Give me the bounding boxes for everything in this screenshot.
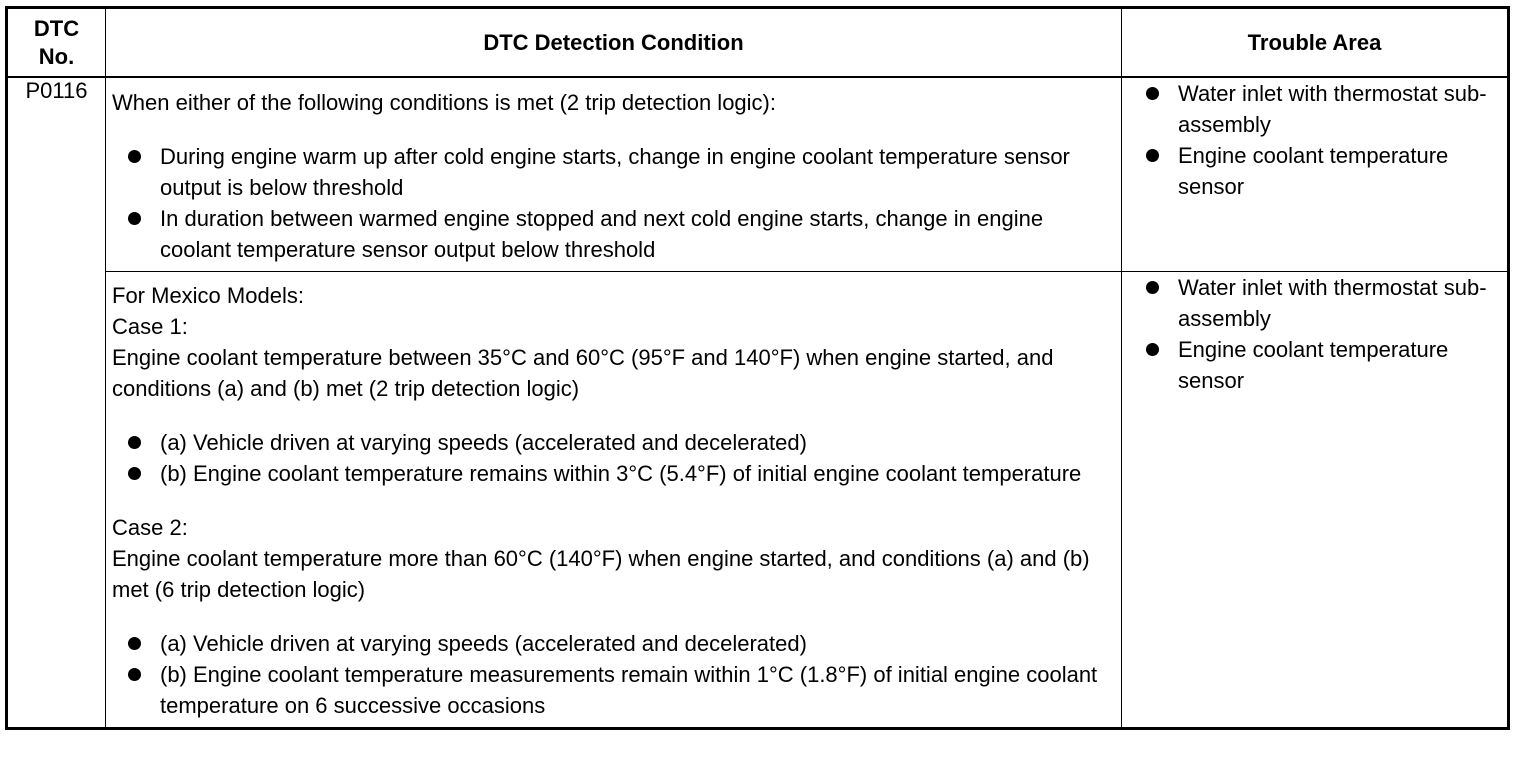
list-item: Water inlet with thermostat sub-assembly xyxy=(1146,272,1497,334)
list-item: During engine warm up after cold engine starts, change in engine coolant temperature sensor output is below threshold xyxy=(112,141,1115,203)
list-item: Engine coolant temperature sensor xyxy=(1146,334,1497,396)
list-item: In duration between warmed engine stopped and next cold engine starts, change in engine coolant temperature sensor output below threshold xyxy=(112,203,1115,265)
case1-bullet-list xyxy=(112,427,1115,489)
header-detection-condition: DTC Detection Condition xyxy=(106,8,1122,78)
bullet-icon xyxy=(128,637,141,650)
dtc-code: P0116 xyxy=(7,77,106,729)
bullet-icon xyxy=(128,212,141,225)
dtc-table xyxy=(5,6,1510,730)
trouble-area-cell xyxy=(1122,272,1509,729)
list-item: (b) Engine coolant temperature measurements remain within 1°C (1.8°F) of initial engine coolant temperature on 6 successive occasions xyxy=(112,659,1115,721)
list-item: (a) Vehicle driven at varying speeds (accelerated and decelerated) xyxy=(112,628,1115,659)
bullet-icon xyxy=(128,467,141,480)
case1-description: Engine coolant temperature between 35°C and 60°C (95°F and 140°F) when engine started, and conditions (a) and (b) met (2 trip detection logic) xyxy=(112,345,1054,401)
table-row xyxy=(7,272,1509,729)
case2-description: Engine coolant temperature more than 60°C (140°F) when engine started, and conditions (a) and (b) met (6 trip detection logic) xyxy=(112,546,1090,602)
detection-condition-cell xyxy=(106,77,1122,272)
region-label: For Mexico Models: xyxy=(112,283,304,308)
header-dtc-no-line1: DTC xyxy=(33,15,80,41)
list-item: Water inlet with thermostat sub-assembly xyxy=(1146,78,1497,140)
bullet-icon xyxy=(1146,87,1159,100)
bullet-icon xyxy=(1146,149,1159,162)
bullet-icon xyxy=(128,668,141,681)
condition-intro: When either of the following conditions is met (2 trip detection logic): xyxy=(112,90,776,115)
list-item: (b) Engine coolant temperature remains within 3°C (5.4°F) of initial engine coolant temperature xyxy=(112,458,1115,489)
header-dtc-no xyxy=(7,8,106,78)
table-row xyxy=(7,77,1509,272)
trouble-area-list xyxy=(1146,272,1497,396)
case2-title: Case 2: xyxy=(112,515,188,540)
bullet-icon xyxy=(1146,281,1159,294)
trouble-area-cell xyxy=(1122,77,1509,272)
trouble-area-list xyxy=(1146,78,1497,202)
detection-condition-cell xyxy=(106,272,1122,729)
bullet-icon xyxy=(128,436,141,449)
header-dtc-no-line2: No. xyxy=(38,43,75,69)
header-row xyxy=(7,8,1509,78)
list-item: Engine coolant temperature sensor xyxy=(1146,140,1497,202)
header-trouble-area: Trouble Area xyxy=(1122,8,1509,78)
list-item: (a) Vehicle driven at varying speeds (accelerated and decelerated) xyxy=(112,427,1115,458)
case2-bullet-list xyxy=(112,628,1115,721)
condition-bullet-list xyxy=(112,141,1115,265)
case1-title: Case 1: xyxy=(112,314,188,339)
bullet-icon xyxy=(128,150,141,163)
bullet-icon xyxy=(1146,343,1159,356)
